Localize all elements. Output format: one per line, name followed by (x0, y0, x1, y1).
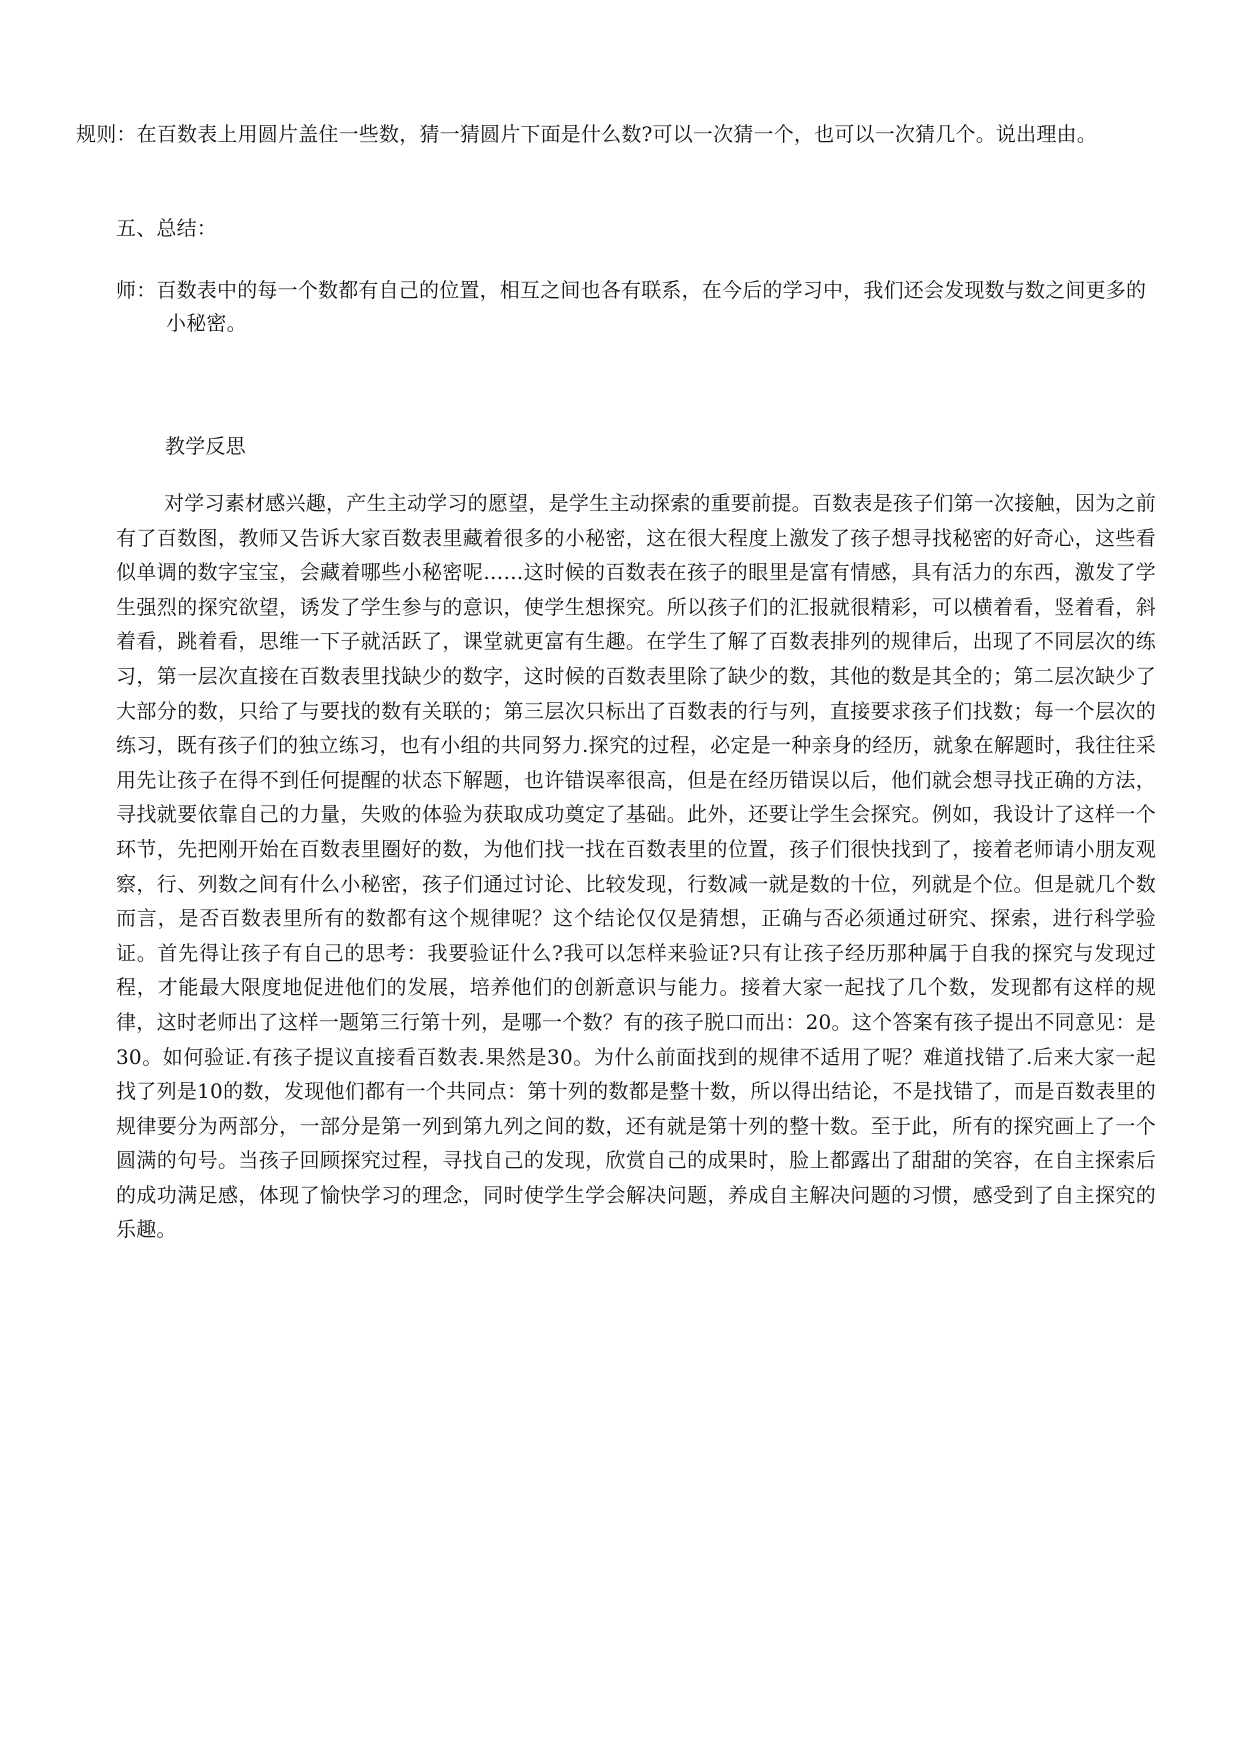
reflection-paragraph: 对学习素材感兴趣，产生主动学习的愿望，是学生主动探索的重要前提。百数表是孩子们第一次接触，因为之前有了百数图，教师又告诉大家百数表里藏着很多的小秘密，这在很大程度上激发了孩子想寻找秘密的好奇心，这些看似单调的数字宝宝，会藏着哪些小秘密呢……这时候的百数表在孩子的眼里是富有情感，具有活力的东西，激发了学生强烈的探究欲望，诱发了学生参与的意识，使学生想探究。所以孩子们的汇报就很精彩，可以横着看，竖着看，斜着看，跳着看，思维一下子就活跃了，课堂就更富有生趣。在学生了解了百数表排列的规律后，出现了不同层次的练习，第一层次直接在百数表里找缺少的数字，这时候的百数表里除了缺少的数，其他的数是其全的；第二层次缺少了大部分的数，只给了与要找的数有关联的；第三层次只标出了百数表的行与列，直接要求孩子们找数；每一个层次的练习，既有孩子们的独立练习，也有小组的共同努力.探究的过程，必定是一种亲身的经历，就象在解题时，我往往采用先让孩子在得不到任何提醒的状态下解题，也许错误率很高，但是在经历错误以后，他们就会想寻找正确的方法，寻找就要依靠自己的力量，失败的体验为获取成功奠定了基础。此外，还要让学生会探究。例如，我设计了这样一个环节，先把刚开始在百数表里圈好的数，为他们找一找在百数表里的位置，孩子们很快找到了，接着老师请小朋友观察，行、列数之间有什么小秘密，孩子们通过讨论、比较发现，行数减一就是数的十位，列就是个位。但是就几个数而言，是否百数表里所有的数都有这个规律呢？这个结论仅仅是猜想，正确与否必须通过研究、探索，进行科学验证。首先得让孩子有自己的思考：我要验证什么?我可以怎样来验证?只有让孩子经历那种属于自我的探究与发现过程，才能最大限度地促进他们的发展，培养他们的创新意识与能力。接着大家一起找了几个数，发现都有这样的规律，这时老师出了这样一题第三行第十列，是哪一个数？有的孩子脱口而出：20。这个答案有孩子提出不同意见：是30。如何验证.有孩子提议直接看百数表.果然是30。为什么前面找到的规律不适用了呢？难道找错了.后来大家一起找了列是10的数，发现他们都有一个共同点：第十列的数都是整十数，所以得出结论，不是找错了，而是百数表里的规律要分为两部分，一部分是第一列到第九列之间的数，还有就是第十列的整十数。至于此，所有的探究画上了一个圆满的句号。当孩子回顾探究过程，寻找自己的发现，欣赏自己的成果时，脸上都露出了甜甜的笑容，在自主探索后的成功满足感，体现了愉快学习的理念，同时使学生学会解决问题，养成自主解决问题的习惯，感受到了自主探究的乐趣。 (116, 491, 1156, 1242)
reflection-title: 教学反思 (165, 434, 246, 458)
teacher-summary-paragraph (116, 274, 1156, 340)
teacher-summary-text: 师：百数表中的每一个数都有自己的位置，相互之间也各有联系，在今后的学习中，我们还会发现数与数之间更多的小秘密。 (116, 278, 1147, 335)
rule-paragraph: 规则：在百数表上用圆片盖住一些数，猜一猜圆片下面是什么数?可以一次猜一个，也可以一次猜几个。说出理由。 (76, 122, 1097, 146)
section-heading-summary: 五、总结： (116, 216, 217, 240)
